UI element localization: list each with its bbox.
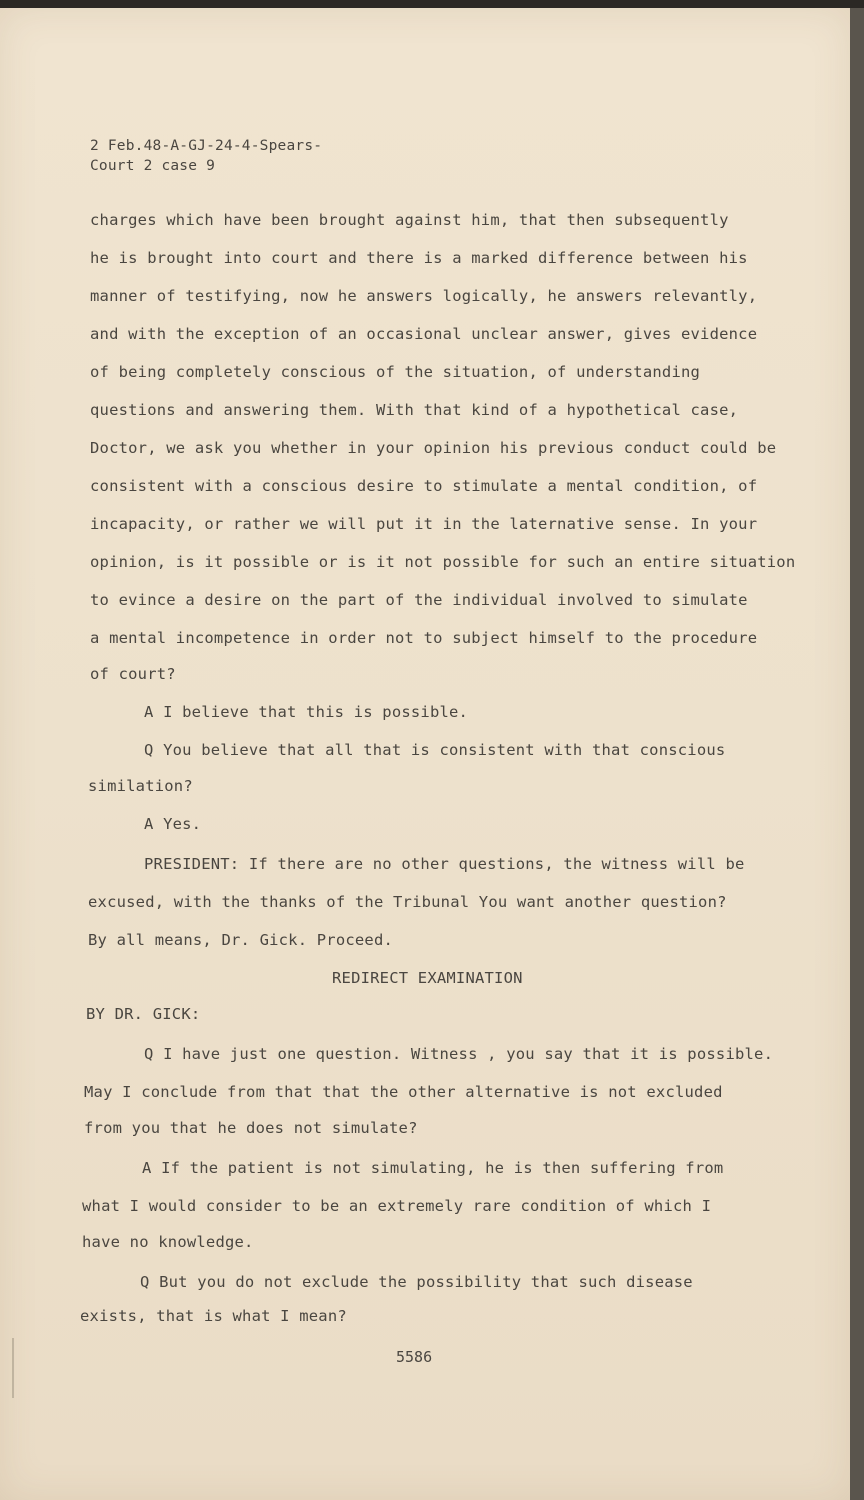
body-line: charges which have been brought against him, that then subsequently bbox=[90, 211, 729, 229]
body-line: have no knowledge. bbox=[82, 1233, 254, 1251]
body-line: what I would consider to be an extremely rare condition of which I bbox=[82, 1197, 712, 1215]
answer-line: A If the patient is not simulating, he is then suffering from bbox=[142, 1159, 724, 1177]
body-line: questions and answering them. With that kind of a hypothetical case, bbox=[90, 401, 739, 419]
body-line: of being completely conscious of the situation, of understanding bbox=[90, 363, 701, 381]
body-line: opinion, is it possible or is it not possible for such an entire situation bbox=[90, 553, 796, 571]
body-line: a mental incompetence in order not to subject himself to the procedure bbox=[90, 629, 758, 647]
body-line: manner of testifying, now he answers logically, he answers relevantly, bbox=[90, 287, 758, 305]
body-line: of court? bbox=[90, 665, 176, 683]
answer-line: A Yes. bbox=[144, 815, 202, 833]
body-line: and with the exception of an occasional unclear answer, gives evidence bbox=[90, 325, 758, 343]
body-line: By all means, Dr. Gick. Proceed. bbox=[88, 931, 394, 949]
scan-top-edge bbox=[0, 0, 864, 8]
answer-line: A I believe that this is possible. bbox=[144, 703, 469, 721]
section-heading: REDIRECT EXAMINATION bbox=[332, 969, 523, 987]
body-line: similation? bbox=[88, 777, 193, 795]
scan-right-edge bbox=[850, 8, 864, 1500]
body-line: Doctor, we ask you whether in your opinion his previous conduct could be bbox=[90, 439, 777, 457]
page-number: 5586 bbox=[396, 1348, 433, 1366]
body-line: incapacity, or rather we will put it in the laternative sense. In your bbox=[90, 515, 758, 533]
question-line: Q I have just one question. Witness , you say that it is possible. bbox=[144, 1045, 774, 1063]
body-line: to evince a desire on the part of the individual involved to simulate bbox=[90, 591, 748, 609]
question-line: Q But you do not exclude the possibility that such disease bbox=[140, 1273, 693, 1291]
paper-smudge bbox=[12, 1338, 14, 1398]
header-line-2: Court 2 case 9 bbox=[90, 158, 216, 174]
examiner-line: BY DR. GICK: bbox=[86, 1005, 201, 1023]
president-line: PRESIDENT: If there are no other questions, the witness will be bbox=[144, 855, 745, 873]
body-line: exists, that is what I mean? bbox=[80, 1307, 347, 1325]
body-line: consistent with a conscious desire to stimulate a mental condition, of bbox=[90, 477, 758, 495]
body-line: he is brought into court and there is a marked difference between his bbox=[90, 249, 748, 267]
body-line: excused, with the thanks of the Tribunal You want another question? bbox=[88, 893, 727, 911]
body-line: May I conclude from that that the other alternative is not excluded bbox=[84, 1083, 723, 1101]
document-page bbox=[0, 8, 850, 1500]
body-line: from you that he does not simulate? bbox=[84, 1119, 418, 1137]
header-line-1: 2 Feb.48-A-GJ-24-4-Spears- bbox=[90, 138, 323, 154]
question-line: Q You believe that all that is consistent with that conscious bbox=[144, 741, 726, 759]
